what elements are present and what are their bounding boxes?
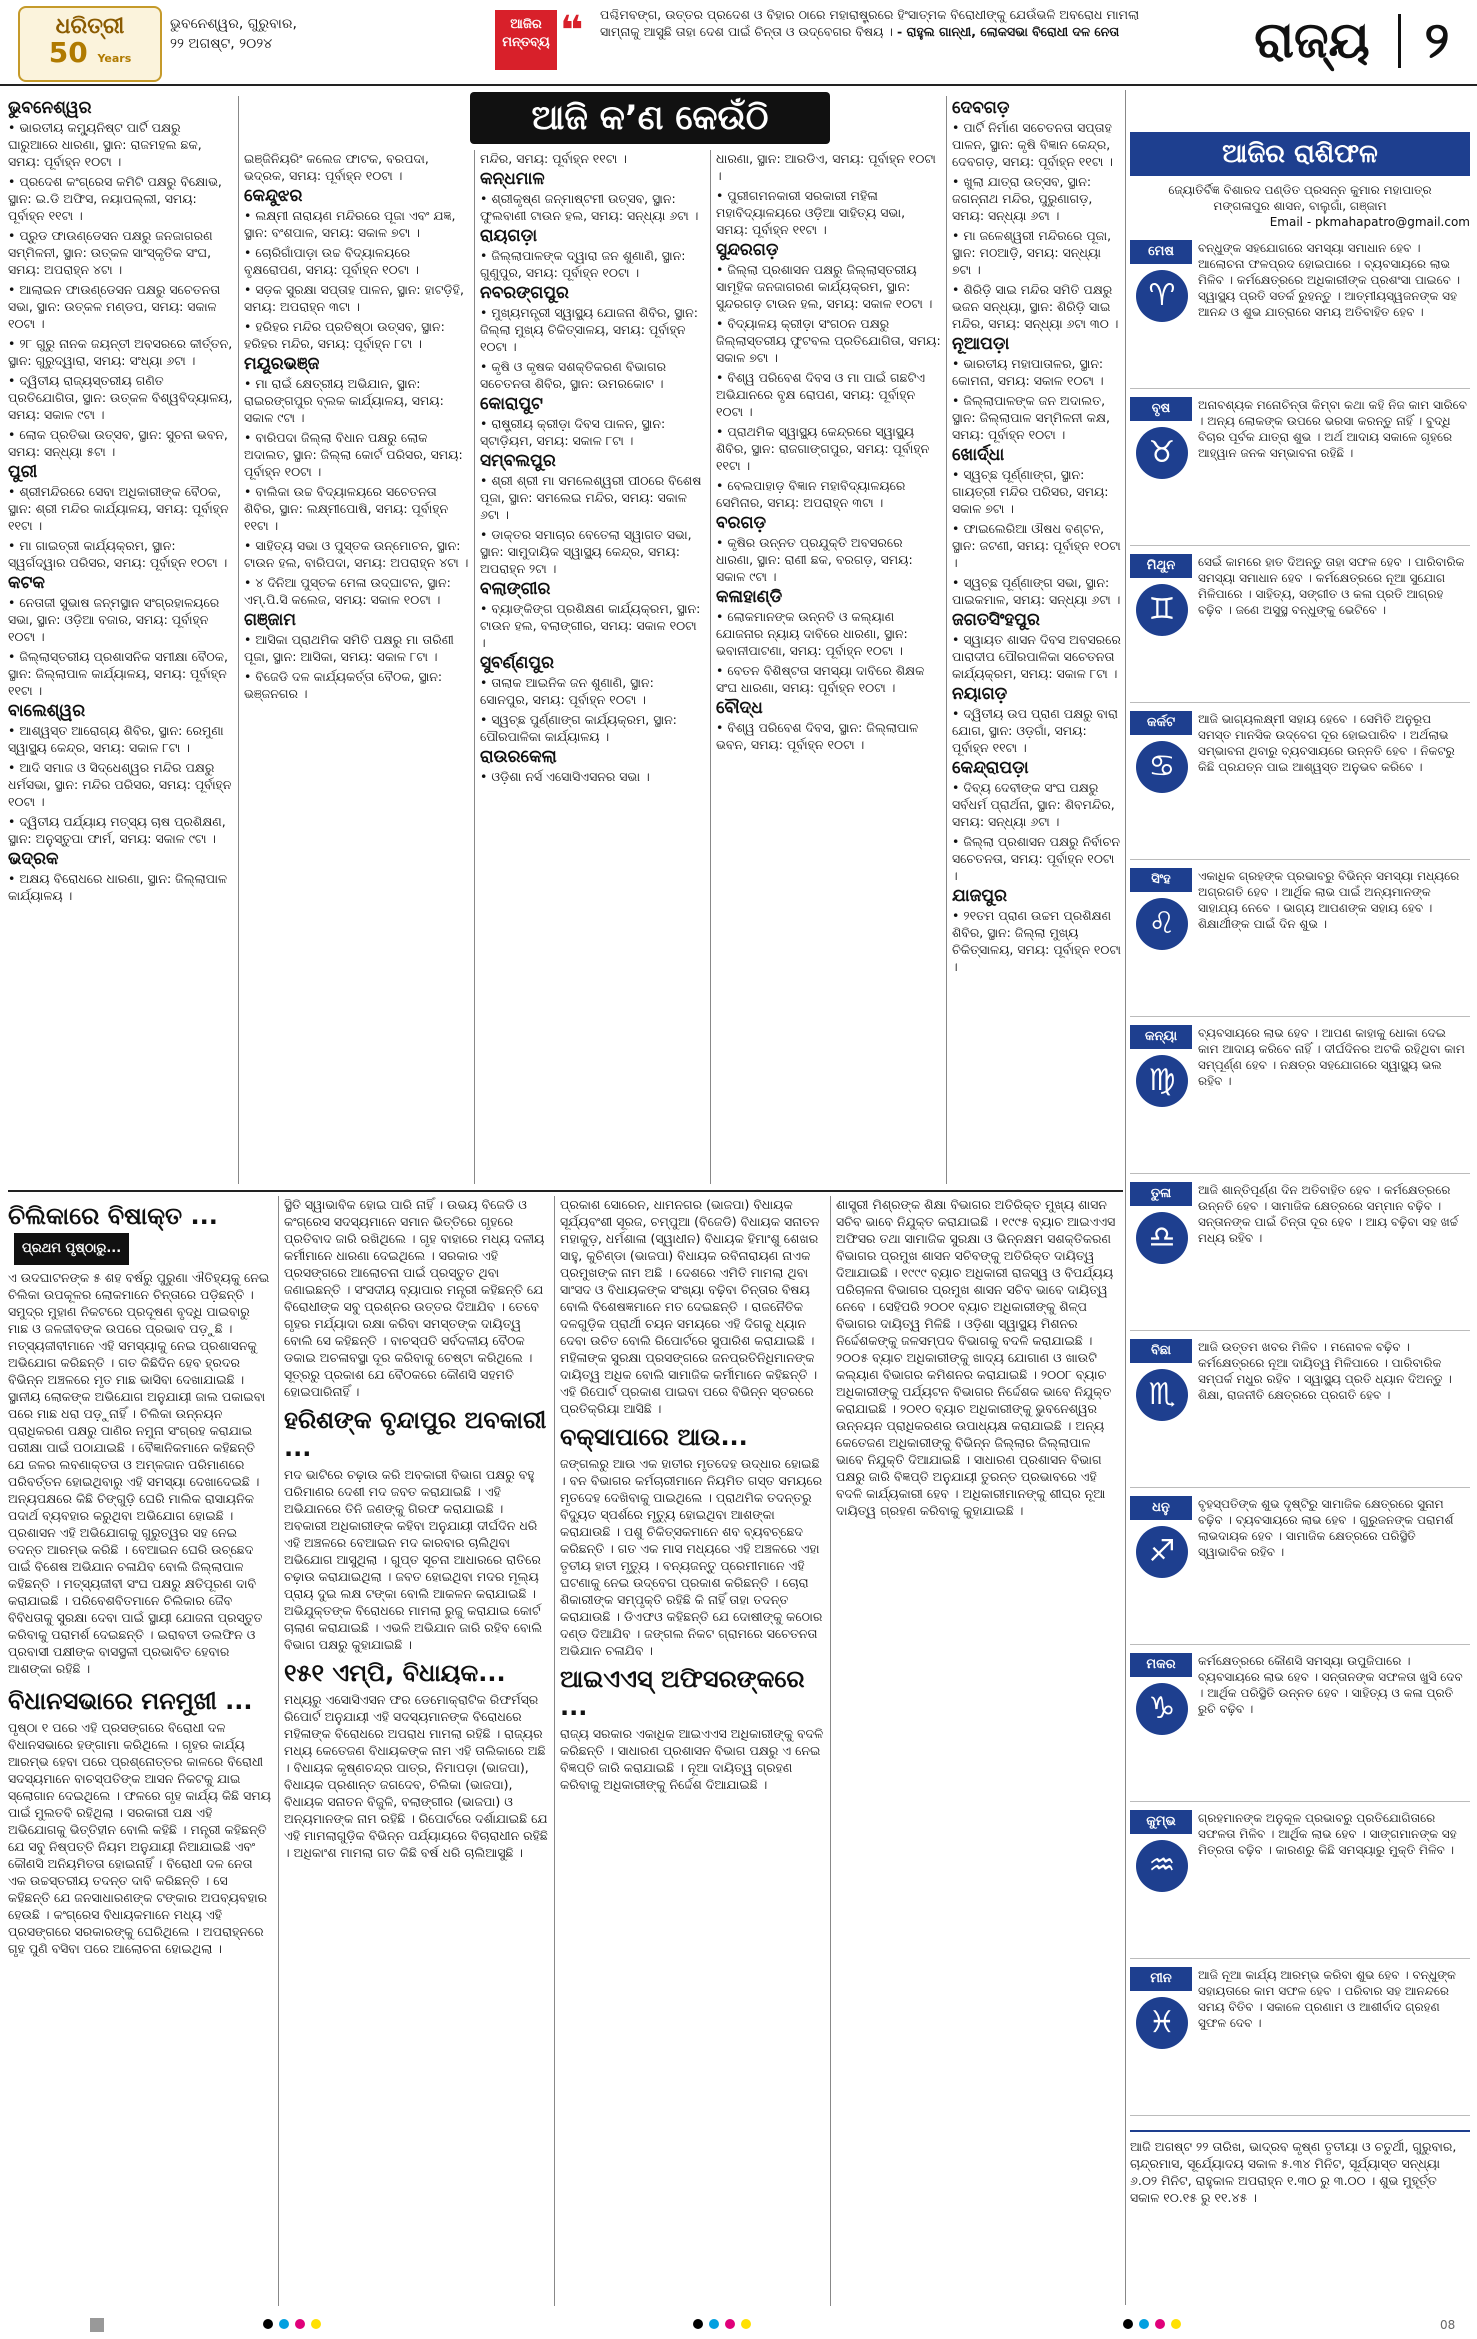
event-item: • ଜିଲ୍ଲା ପ୍ରଶାସନ ପକ୍ଷରୁ ନିର୍ବାଚନ ସଚେତନତା, ସମୟ: ପୂର୍ବାହ୍ନ ୧୦ଟା ।: [952, 834, 1121, 883]
event-item: ଇଞ୍ଜିନିୟରିଂ କଲେଜ ଫାଟକ, ବରପଦା, ଭଦ୍ରକ, ସମୟ: ପୂର୍ବାହ୍ନ ୧୦ଟା ।: [244, 151, 429, 183]
event-item: • ଦ୍ୱିତୀୟ ଉପ ପ୍ରାଣ ପକ୍ଷରୁ ବାରା ଯୋଗ, ସ୍ଥାନ: ଓଡ଼ଗାଁ, ସମୟ: ପୂର୍ବାହ୍ନ ୧୧ଟା ।: [952, 706, 1118, 755]
district-heading: ଭୁବନେଶ୍ୱର: [8, 98, 92, 118]
zodiac-sign: [1130, 1182, 1470, 1331]
district-heading: ବଲାଙ୍ଗୀର: [480, 579, 551, 599]
event-item: • ଆଲାଇନ ଫାଉଣ୍ଡେସନ ପକ୍ଷରୁ ସଚେତନତା ସଭା, ସ୍ଥାନ: ଉତ୍କଳ ମଣ୍ଡପ, ସମୟ: ସକାଳ ୧୦ଟା ।: [8, 282, 221, 331]
zodiac-sign: [1130, 1967, 1470, 2116]
column-divider: [710, 150, 711, 1184]
zodiac-name: କନ୍ୟା: [1130, 1025, 1192, 1049]
event-item: • ଜିଲ୍ଲା ପ୍ରଶାସନ ପକ୍ଷରୁ ଜିଲ୍ଲାସ୍ତରୀୟ ସାମୂହିକ ଜନଜାଗରଣ କାର୍ଯ୍ୟକ୍ରମ, ସ୍ଥାନ: ସୁନ୍ଦରଗଡ଼ ଟାଉନ ହଲ, ସମୟ: ସକାଳ ୧୦ଟା ।: [716, 262, 933, 311]
column-divider: [946, 96, 947, 1184]
zodiac-name: ତୁଳା: [1130, 1182, 1192, 1206]
article-ias: [836, 1196, 1121, 2306]
event-item: • ଭାରତୀୟ ମହାପାତାଳର, ସ୍ଥାନ: କୋମନା, ସମୟ: ସକାଳ ୧୦ଟା ।: [952, 356, 1104, 388]
event-item: • ଲୋକ ପ୍ରତିଭା ଉତ୍ସବ, ସ୍ଥାନ: ସୁଚନା ଭବନ, ସମୟ: ସନ୍ଧ୍ୟା ୫ଟା ।: [8, 427, 228, 459]
event-item: • ସାହିତ୍ୟ ସଭା ଓ ପୁସ୍ତକ ଉନ୍ମୋଚନ, ସ୍ଥାନ: ଟାଉନ ହଲ, ବାରିପଦା, ସମୟ: ଅପରାହ୍ନ ୪ଟା ।: [244, 538, 469, 570]
page-code: 08: [1440, 2318, 1456, 2332]
event-item: • ପ୍ରଦେଶ କଂଗ୍ରେସ କମିଟି ପକ୍ଷରୁ ବିକ୍ଷୋଭ, ସ୍ଥାନ: ଇ.ଡି ଅଫିସ, ନୟାପଲ୍ଲୀ, ସମୟ: ପୂର୍ବାହ୍ନ ୧୧ଟା ।: [8, 174, 222, 223]
article-mp-mla: [560, 1196, 825, 2306]
zodiac-prediction: କର୍ମକ୍ଷେତ୍ରରେ କୌଣସି ସମସ୍ୟା ଉପୁଜିପାରେ । ବ୍ୟବସାୟରେ ଲାଭ ହେବ । ସନ୍ତାନଙ୍କ ସଫଳତା ଖୁସି ଦେବ । ଆର୍ଥିକ ପରିସ୍ଥିତି ଉନ୍ନତ ହେବ । ସାହିତ୍ୟ ଓ କଳା ପ୍ରତି ରୁଚି ବଢ଼ିବ ।: [1198, 1654, 1463, 1716]
quote-text: ପଶ୍ଚିମବଙ୍ଗ, ଉତ୍ତର ପ୍ରଦେଶ ଓ ବିହାର ଠାରେ ମହାରାଷ୍ଟ୍ରରେ ହିଂସାତ୍ମକ ବିରୋଧୀଙ୍କୁ ଯେଉଁଭଳି ଅବରୋଧ ମାମଲା ସାମ୍ନାକୁ ଆସୁଛି ତାହା ଦେଶ ପାଇଁ ଚିନ୍ତା ଓ ଉଦ୍ବେଗର ବିଷୟ ।: [600, 7, 1140, 39]
event-item: • ପ୍ରାଥମିକ ସ୍ୱାସ୍ଥ୍ୟ କେନ୍ଦ୍ରରେ ସ୍ୱାସ୍ଥ୍ୟ ଶିବିର, ସ୍ଥାନ: ରାଜଗାଙ୍ଗପୁର, ସମୟ: ପୂର୍ବାହ୍ନ ୧୧ଟା ।: [716, 424, 930, 473]
zodiac-name: କର୍କଟ: [1130, 711, 1192, 735]
event-item: • ସଡ଼କ ସୁରକ୍ଷା ସପ୍ତାହ ପାଳନ, ସ୍ଥାନ: ହାଟଡ଼ିହି, ସମୟ: ଅପରାହ୍ନ ୩ଟା ।: [244, 282, 464, 314]
district-heading: ବରଗଡ଼: [716, 513, 767, 533]
district-heading: ସୁନ୍ଦରଗଡ଼: [716, 240, 779, 260]
date: ୨୨ ଅଗଷ୍ଟ, ୨୦୨୪: [170, 36, 273, 52]
zodiac-prediction: ବନ୍ଧୁଙ୍କ ସହଯୋଗରେ ସମସ୍ୟା ସମାଧାନ ହେବ । ଆଲୋଚନା ଫଳପ୍ରଦ ହୋଇପାରେ । ବ୍ୟବସାୟରେ ଲାଭ ମିଳିବ । କର୍ମକ୍ଷେତ୍ରରେ ଅଧିକାରୀଙ୍କ ପ୍ରଶଂସା ପାଇବେ । ସ୍ୱାସ୍ଥ୍ୟ ପ୍ରତି ସତର୍କ ରୁହନ୍ତୁ । ଆତ୍ମୀୟସ୍ୱଜନଙ୍କ ସହ ଆନନ୍ଦ ଓ ଶୁଭ ଯାତ୍ରାରେ ସମୟ ଅତିବାହିତ ହେବ ।: [1198, 241, 1461, 319]
event-item: • ଆସିକା ପ୍ରାଥମିକ ସମିତି ପକ୍ଷରୁ ମା ତାରିଣୀ ପୂଜା, ସ୍ଥାନ: ଆସିକା, ସମୟ: ସକାଳ ୮ଟା ।: [244, 632, 454, 664]
event-item: • ମା ରାଇଁ କ୍ଷେତ୍ରୀୟ ଅଭିଯାନ, ସ୍ଥାନ: ରାଇରଙ୍ଗପୁର ବ୍ଲକ କାର୍ଯ୍ୟାଳୟ, ସମୟ: ସକାଳ ୯ଟା ।: [244, 376, 444, 425]
events-column-1: [8, 96, 233, 1184]
article-body: ଶାସ୍ତ୍ରୀ ମିଶ୍ରଙ୍କ ଶିକ୍ଷା ବିଭାଗର ଅତିରିକ୍ତ ମୁଖ୍ୟ ଶାସନ ସଚିବ ଭାବେ ନିଯୁକ୍ତ କରାଯାଇଛି । ୧୯୯୫ ବ୍ୟାଚ ଆଇଏଏସ ଅଫିସର ତଥା ସାମାଜିକ ସୁରକ୍ଷା ଓ ଭିନ୍ନକ୍ଷମ ସଶକ୍ତିକରଣ ବିଭାଗର ପ୍ରମୁଖ ଶାସନ ସଚିବଙ୍କୁ ଅତିରିକ୍ତ ଦାୟିତ୍ୱ ଦିଆଯାଇଛି । ୧୯୯୯ ବ୍ୟାଚ ଅଧିକାରୀ ରାଜସ୍ୱ ଓ ବିପର୍ଯ୍ୟୟ ପରିଚାଳନା ବିଭାଗର ପ୍ରମୁଖ ଶାସନ ସଚିବ ଭାବେ ଦାୟିତ୍ୱ ନେବେ । ସେହିପରି ୨୦୦୧ ବ୍ୟାଚ ଅଧିକାରୀଙ୍କୁ ଶିଳ୍ପ ବିଭାଗର ଦାୟିତ୍ୱ ମିଳିଛି । ଓଡ଼ିଶା ସ୍ୱାସ୍ଥ୍ୟ ମିଶନର ନିର୍ଦ୍ଦେଶକଙ୍କୁ ଜଳସମ୍ପଦ ବିଭାଗକୁ ବଦଳି କରାଯାଇଛି । ୨୦୦୫ ବ୍ୟାଚ ଅଧିକାରୀଙ୍କୁ ଖାଦ୍ୟ ଯୋଗାଣ ଓ ଖାଉଟି କଲ୍ୟାଣ ବିଭାଗର କମିଶନର କରାଯାଇଛି । ୨୦୦୮ ବ୍ୟାଚ ଅଧିକାରୀଙ୍କୁ ପର୍ଯ୍ୟଟନ ବିଭାଗର ନିର୍ଦ୍ଦେଶକ ଭାବେ ନିଯୁକ୍ତ କରାଯାଇଛି । ୨୦୧୦ ବ୍ୟାଚ ଅଧିକାରୀଙ୍କୁ ଭୁବନେଶ୍ୱର ଉନ୍ନୟନ ପ୍ରାଧିକରଣର ଉପାଧ୍ୟକ୍ଷ କରାଯାଇଛି । ଅନ୍ୟ କେତେଜଣ ଅଧିକାରୀଙ୍କୁ ବିଭିନ୍ନ ଜିଲ୍ଲାର ଜିଲ୍ଲାପାଳ ଭାବେ ନିଯୁକ୍ତି ଦିଆଯାଇଛି । ସାଧାରଣ ପ୍ରଶାସନ ବିଭାଗ ପକ୍ଷରୁ ଜାରି ବିଜ୍ଞପ୍ତି ଅନୁଯାୟୀ ତୁରନ୍ତ ପ୍ରଭାବରେ ଏହି ବଦଳି କାର୍ଯ୍ୟକାରୀ ହେବ । ଅଧିକାରୀମାନଙ୍କୁ ଶୀଘ୍ର ନୂଆ ଦାୟିତ୍ୱ ଗ୍ରହଣ କରିବାକୁ କୁହାଯାଇଛି ।: [836, 1197, 1116, 1518]
newspaper-logo: [18, 6, 162, 82]
zodiac-prediction: ଗ୍ରହମାନଙ୍କ ଅନୁକୂଳ ପ୍ରଭାବରୁ ପ୍ରତିଯୋଗିତାରେ ସଫଳତା ମିଳିବ । ଆର୍ଥିକ ଲାଭ ହେବ । ସାଙ୍ଗମାନଙ୍କ ସହ ମିତ୍ରତା ବଢ଼ିବ । କାରଣରୁ କିଛି ସମସ୍ୟାରୁ ମୁକ୍ତି ମିଳିବ ।: [1198, 1811, 1457, 1857]
event-item: • କୃଷି ଓ କୃଷକ ସଶକ୍ତିକରଣ ବିଭାଗର ସଚେତନତା ଶିବିର, ସ୍ଥାନ: ଉମରକୋଟ ।: [480, 359, 667, 391]
event-item: • ମା ଗାଇତ୍ରୀ କାର୍ଯ୍ୟକ୍ରମ, ସ୍ଥାନ: ସ୍ୱର୍ଗଦ୍ୱାର ପରିସର, ସମୟ: ପୂର୍ବାହ୍ନ ୧୦ଟା ।: [8, 538, 228, 570]
event-item: • ଶ୍ରୀକୃଷ୍ଣ ଜନ୍ମାଷ୍ଟମୀ ଉତ୍ସବ, ସ୍ଥାନ: ଫୁଲବାଣୀ ଟାଉନ ହଲ, ସମୟ: ସନ୍ଧ୍ୟା ୬ଟା ।: [480, 191, 699, 223]
article-title: ଆଇଏଏସ୍ ଅଫିସରଙ୍କରେ ...: [560, 1665, 805, 1721]
zodiac-1-icon: ♈: [1136, 270, 1188, 322]
logo-title: ଧରିତ୍ରୀ: [55, 14, 125, 39]
event-item: • ଦ୍ୱିତୀୟ ରାଜ୍ୟସ୍ତରୀୟ ଗଣିତ ପ୍ରତିଯୋଗିତା, ସ୍ଥାନ: ଉତ୍କଳ ବିଶ୍ୱବିଦ୍ୟାଳୟ, ସମୟ: ସକାଳ ୯ଟା ।: [8, 373, 233, 422]
article-body: ଏ ଉଦଘାଟନଙ୍କ ୫ ଶହ ବର୍ଷରୁ ପୁରୁଣା ଐତିହ୍ୟକୁ ନେଇ ଚିଲିକା ଉପକୂଳର ଲୋକମାନେ ଚିନ୍ତାରେ ପଡ଼ିଛନ୍ତି । ସମୁଦ୍ର ମୁହାଣ ନିକଟରେ ପ୍ରଦୂଷଣ ବୃଦ୍ଧି ପାଇବାରୁ ମାଛ ଓ ଜଳଜୀବଙ୍କ ଉପରେ ପ୍ରଭାବ ପଡ଼ୁଛି । ମତ୍ସ୍ୟଜୀବୀମାନେ ଏହି ସମସ୍ୟାକୁ ନେଇ ପ୍ରଶାସନକୁ ଅଭିଯୋଗ କରିଛନ୍ତି । ଗତ କିଛିଦିନ ହେବ ହ୍ରଦର ବିଭିନ୍ନ ଅଞ୍ଚଳରେ ମୃତ ମାଛ ଭାସିବା ଦେଖାଯାଇଛି । ସ୍ଥାନୀୟ ଲୋକଙ୍କ ଅଭିଯୋଗ ଅନୁଯାୟୀ ଜାଲ ପକାଇବା ପରେ ମାଛ ଧରା ପଡ଼ୁନାହିଁ । ଚିଲିକା ଉନ୍ନୟନ ପ୍ରାଧିକରଣ ପକ୍ଷରୁ ପାଣିର ନମୁନା ସଂଗ୍ରହ କରାଯାଇ ପରୀକ୍ଷା ପାଇଁ ପଠାଯାଇଛି । ବୈଜ୍ଞାନିକମାନେ କହିଛନ୍ତି ଯେ ଜଳର ଲବଣାକ୍ତତା ଓ ଅମ୍ଳଜାନ ପରିମାଣରେ ପରିବର୍ତ୍ତନ ହୋଇଥିବାରୁ ଏହି ସମସ୍ୟା ଦେଖାଦେଇଛି । ଅନ୍ୟପକ୍ଷରେ କିଛି ଚିଙ୍ଗୁଡ଼ି ଘେରି ମାଲିକ ରାସାୟନିକ ପଦାର୍ଥ ବ୍ୟବହାର କରୁଥିବା ଅଭିଯୋଗ ହୋଇଛି । ପ୍ରଶାସନ ଏହି ଅଭିଯୋଗକୁ ଗୁରୁତ୍ୱର ସହ ନେଇ ତଦନ୍ତ ଆରମ୍ଭ କରିଛି । ବେଆଇନ ଘେରି ଉଚ୍ଛେଦ ପାଇଁ ବିଶେଷ ଅଭିଯାନ ଚଳାଯିବ ବୋଲି ଜିଲ୍ଲାପାଳ କହିଛନ୍ତି । ମତ୍ସ୍ୟଜୀବୀ ସଂଘ ପକ୍ଷରୁ କ୍ଷତିପୂରଣ ଦାବି କରାଯାଇଛି । ପରିବେଶବିତମାନେ ଚିଲିକାର ଜୈବ ବିବିଧତାକୁ ସୁରକ୍ଷା ଦେବା ପାଇଁ ସ୍ଥାୟୀ ଯୋଜନା ପ୍ରସ୍ତୁତ କରିବାକୁ ପରାମର୍ଶ ଦେଇଛନ୍ତି । ଇରାବତୀ ଡଲଫିନ ଓ ପ୍ରବାସୀ ପକ୍ଷୀଙ୍କ ବାସସ୍ଥଳୀ ପ୍ରଭାବିତ ହେବାର ଆଶଙ୍କା ରହିଛି ।: [8, 1270, 270, 1676]
district-heading: ରାୟଗଡ଼ା: [480, 226, 538, 246]
events-column-4: [716, 150, 941, 1184]
event-item: • ତାଲାକ ଆଇନିକ ଜନ ଶୁଣାଣି, ସ୍ଥାନ: ସୋନପୁର, ସମୟ: ପୂର୍ବାହ୍ନ ୧୦ଟା ।: [480, 675, 654, 707]
event-item: ଧାରଣା, ସ୍ଥାନ: ଆରଡିଏ, ସମୟ: ପୂର୍ବାହ୍ନ ୧୦ଟା ।: [716, 151, 936, 183]
event-item: • ମା ଜଳେଶ୍ୱରୀ ମନ୍ଦିରରେ ପୂଜା, ସ୍ଥାନ: ମଠଆଡ଼ି, ସମୟ: ସନ୍ଧ୍ୟା ୭ଟା ।: [952, 228, 1112, 277]
author-address: ମଙ୍ଗଳାପୁର ଶାସନ, ବାଲୁଗାଁ, ଗଞ୍ଜାମ: [1213, 199, 1387, 213]
zodiac-prediction: ଆଜି ଭାଗ୍ୟଲକ୍ଷ୍ମୀ ସହାୟ ହେବେ । ସେମିତି ଅନୁରୂପ ସମସ୍ତ ମାନସିକ ଉଦ୍ବେଗ ଦୂର ହୋଇପାରିବ । ଅର୍ଥଲାଭ ସମ୍ଭାବନା ଥିବାରୁ ବ୍ୟବସାୟରେ ଉନ୍ନତି ହେବ । ନିକଟରୁ କିଛି ପ୍ରଯତ୍ନ ପାଇ ଆଶ୍ୱସ୍ତ ଅନୁଭବ କରିବେ ।: [1198, 712, 1455, 774]
event-item: • ନେତାଜୀ ସୁଭାଷ ଜନ୍ମସ୍ଥାନ ସଂଗ୍ରହାଳୟରେ ସଭା, ସ୍ଥାନ: ଓଡ଼ିଆ ବଜାର, ସମୟ: ପୂର୍ବାହ୍ନ ୧୦ଟା ।: [8, 595, 220, 644]
event-item: • ସ୍ୱଚ୍ଛ ପୁର୍ଣ୍ଣାଙ୍ଗ କାର୍ଯ୍ୟକ୍ରମ, ସ୍ଥାନ: ପୌରପାଳିକା କାର୍ଯ୍ୟାଳୟ ।: [480, 712, 677, 744]
zodiac-sign: [1130, 1496, 1470, 1645]
zodiac-12-icon: ♓: [1136, 1997, 1188, 2049]
zodiac-name: ବୃଷ: [1130, 397, 1192, 421]
events-column-5: [952, 96, 1122, 1184]
event-item: • ଶ୍ରୀମନ୍ଦିରରେ ସେବା ଅଧିକାରୀଙ୍କ ବୈଠକ, ସ୍ଥାନ: ଶ୍ରୀ ମନ୍ଦିର କାର୍ଯ୍ୟାଳୟ, ସମୟ: ପୂର୍ବାହ୍ନ ୧୧ଟା ।: [8, 484, 229, 533]
zodiac-6-icon: ♍: [1136, 1055, 1188, 1107]
zodiac-3-icon: ♊: [1136, 584, 1188, 636]
zodiac-prediction: ବ୍ୟବସାୟରେ ଲାଭ ହେବ । ଆପଣ କାହାକୁ ଧୋକା ଦେଇ କାମ ଆଦାୟ କରିବେ ନାହିଁ । ଦୀର୍ଘଦିନର ଅଟକି ରହିଥିବା କାମ ସମ୍ପୂର୍ଣ୍ଣ ହେବ । ନକ୍ଷତ୍ର ସହଯୋଗରେ ସ୍ୱାସ୍ଥ୍ୟ ଭଲ ରହିବ ।: [1198, 1026, 1465, 1088]
event-item: • ବାରିପଦା ଜିଲ୍ଲା ବିଧାନ ପକ୍ଷରୁ ଲୋକ ଅଦାଲତ, ସ୍ଥାନ: ଜିଲ୍ଲା କୋର୍ଟ ପରିସର, ସମୟ: ପୂର୍ବାହ୍ନ ୧୦ଟା ।: [244, 430, 463, 479]
event-item: • ୨୧ତମ ପ୍ରାଣ ଉଚ୍ଚମ ପ୍ରଶିକ୍ଷଣ ଶିବିର, ସ୍ଥାନ: ଜିଲ୍ଲା ମୁଖ୍ୟ ଚିକିତ୍ସାଳୟ, ସମୟ: ପୂର୍ବାହ୍ନ ୧୦ଟା ।: [952, 908, 1121, 974]
district-heading: କଟକ: [8, 573, 45, 593]
event-item: • ପାର୍ଟି ନିର୍ମାଣ ସଚେତନତା ସପ୍ତାହ ପାଳନ, ସ୍ଥାନ: କୃଷି ବିଜ୍ଞାନ କେନ୍ଦ୍ର, ଦେବଗଡ଼, ସମୟ: ପୂର୍ବାହ୍ନ ୧୧ଟା ।: [952, 120, 1113, 169]
event-item: • ହରିହର ମନ୍ଦିର ପ୍ରତିଷ୍ଠା ଉତ୍ସବ, ସ୍ଥାନ: ହରିହର ମନ୍ଦିର, ସମୟ: ପୂର୍ବାହ୍ନ ୮ଟା ।: [244, 319, 445, 351]
masthead: [0, 0, 1477, 86]
article-body: ମଧ୍ୟରୁ ଏସୋସିଏସନ ଫର ଡେମୋକ୍ରାଟିକ ରିଫର୍ମସ୍‌ର ରିପୋର୍ଟ ଅନୁଯାୟୀ ଏହି ସଦସ୍ୟମାନଙ୍କ ବିରୋଧରେ ମହିଳାଙ୍କ ବିରୋଧରେ ଅପରାଧ ମାମଲା ରହିଛି । ରାଜ୍ୟର ମଧ୍ୟ କେତେଜଣ ବିଧାୟକଙ୍କ ନାମ ଏହି ତାଲିକାରେ ଅଛି । ବିଧାୟକ କୃଷ୍ଣଚନ୍ଦ୍ର ପାତ୍ର, ନିମାପଡ଼ା (ଭାଜପା), ବିଧାୟକ ପ୍ରଶାନ୍ତ ଜଗଦେବ, ଚିଲିକା (ଭାଜପା), ବିଧାୟକ ସନାତନ ବିଜୁଳି, ବଲାଙ୍ଗୀର (ଭାଜପା) ଓ ଅନ୍ୟମାନଙ୍କ ନାମ ରହିଛି । ରିପୋର୍ଟରେ ଦର୍ଶାଯାଇଛି ଯେ ଏହି ମାମଲାଗୁଡ଼ିକ ବିଭିନ୍ନ ପର୍ଯ୍ୟାୟରେ ବିଚାରାଧୀନ ରହିଛି । ଅଧିକାଂଶ ମାମଲା ଗତ କିଛି ବର୍ଷ ଧରି ଚାଲିଆସୁଛି ।: [284, 1692, 548, 1860]
event-item: • ଜିଲ୍ଲାପାଳଙ୍କ ଦ୍ୱାରା ଜନ ଶୁଣାଣି, ସ୍ଥାନ: ଗୁଣୁପୁର, ସମୟ: ପୂର୍ବାହ୍ନ ୧୦ଟା ।: [480, 248, 686, 280]
event-item: • ଦ୍ୱିତୀୟ ପର୍ଯ୍ୟାୟ ମତ୍ସ୍ୟ ଚାଷ ପ୍ରଶିକ୍ଷଣ, ସ୍ଥାନ: ଅନୁସ୍ତୁପା ଫାର୍ମ, ସମୟ: ସକାଳ ୯ଟା ।: [8, 814, 226, 846]
zodiac-name: ମୀନ: [1130, 1967, 1192, 1991]
section-name: ରାଜ୍ୟ: [1254, 11, 1370, 69]
events-column-3: [480, 150, 705, 1184]
zodiac-sign: [1130, 1025, 1470, 1174]
event-item: • କୃଷିର ଉନ୍ନତ ପ୍ରଯୁକ୍ତି ଅବସରରେ ଧାରଣା, ସ୍ଥାନ: ରାଣୀ ଛକ, ବରଗଡ଼, ସମୟ: ସକାଳ ୯ଟା ।: [716, 535, 913, 584]
district-heading: ଭଦ୍ରକ: [8, 849, 59, 869]
zodiac-prediction: ଅନାବଶ୍ୟକ ମନୋଚିନ୍ତା କିମ୍ବା କଥା କହି ନିଜ କାମ ସାରିବେ । ଅନ୍ୟ ଲୋକଙ୍କ ଉପରେ ଭରସା କରନ୍ତୁ ନାହିଁ । ବୁଦ୍ଧି ବିଚାର ପୂର୍ବକ ଯାତ୍ରା ଶୁଭ । ଅର୍ଥ ଆଦାୟ ସକାଳେ ଗୃହରେ ଆହ୍ୱାନ ଜନକ ସମ୍ଭାବନା ରହିଛି ।: [1198, 398, 1467, 460]
dateline: [170, 14, 410, 54]
zodiac-prediction: ଆଜି ଉତ୍ତମ ଖବର ମିଳିବ । ମନୋବଳ ବଢ଼ିବ । କର୍ମକ୍ଷେତ୍ରରେ ନୂଆ ଦାୟିତ୍ୱ ମିଳିପାରେ । ପାରିବାରିକ ସମ୍ପର୍କ ମଧୁର ରହିବ । ସ୍ୱାସ୍ଥ୍ୟ ପ୍ରତି ଧ୍ୟାନ ଦିଅନ୍ତୁ । ଶିକ୍ଷା, ରାଜନୀତି କ୍ଷେତ୍ରରେ ପ୍ରଗତି ହେବ ।: [1198, 1340, 1452, 1402]
zodiac-9-icon: ♐: [1136, 1526, 1188, 1578]
district-heading: ନୟାଗଡ଼: [952, 684, 1008, 704]
event-item: • ଫାଇଲେରିଆ ଔଷଧ ବଣ୍ଟନ, ସ୍ଥାନ: ଜଟଣୀ, ସମୟ: ପୂର୍ବାହ୍ନ ୧୦ଟା ।: [952, 521, 1121, 570]
event-item: • ବାଲିକା ଉଚ୍ଚ ବିଦ୍ୟାଳୟରେ ସଚେତନତା ଶିବିର, ସ୍ଥାନ: ଲକ୍ଷ୍ମୀପୋଷି, ସମୟ: ପୂର୍ବାହ୍ନ ୧୧ଟା ।: [244, 484, 449, 533]
district-heading: ନୂଆପଡ଼ା: [952, 334, 1010, 354]
zodiac-sign: [1130, 1653, 1470, 1802]
zodiac-10-icon: ♑: [1136, 1683, 1188, 1735]
district-heading: ସମ୍ବଲପୁର: [480, 451, 556, 471]
event-item: ମନ୍ଦିର, ସମୟ: ପୂର୍ବାହ୍ନ ୧୧ଟା ।: [480, 151, 627, 166]
event-item: • ବେତନ ବିଶିଷ୍ଟତା ସମସ୍ୟା ଦାବିରେ ଶିକ୍ଷକ ସଂଘ ଧାରଣା, ସମୟ: ପୂର୍ବାହ୍ନ ୧୦ଟା ।: [716, 663, 925, 695]
event-item: • ବିଜେଡି ଦଳ କାର୍ଯ୍ୟକର୍ତ୍ତା ବୈଠକ, ସ୍ଥାନ: ଭଞ୍ଜନଗର ।: [244, 669, 443, 701]
continued-tag: ପ୍ରଥମ ପୃଷ୍ଠାରୁ...: [14, 1233, 129, 1265]
event-item: • ଓଡ଼ିଶା ନର୍ସ ଏସୋସିଏସନର ସଭା ।: [480, 769, 650, 784]
article-title: ହରିଶଙ୍କ ବୃନ୍ଦାପୁର ଅବକାରୀ ...: [284, 1406, 547, 1462]
zodiac-name: ମିଥୁନ: [1130, 554, 1192, 578]
event-item: • ଭାରତୀୟ କମ୍ୟୁନିଷ୍ଟ ପାର୍ଟି ପକ୍ଷରୁ ଘାରୁଆରେ ଧାରଣା, ସ୍ଥାନ: ରାଜମହଲ ଛକ, ସମୟ: ପୂର୍ବାହ୍ନ ୧୦ଟା ।: [8, 120, 202, 169]
zodiac-sign: [1130, 554, 1470, 703]
zodiac-name: ମେଷ: [1130, 240, 1192, 264]
zodiac-4-icon: ♋: [1136, 741, 1188, 793]
zodiac-name: କୁମ୍ଭ: [1130, 1810, 1192, 1834]
city-day: ଭୁବନେଶ୍ୱର, ଗୁରୁବାର,: [170, 16, 297, 32]
event-item: • ୨୮ ଗୁରୁ ନାନକ ଜୟନ୍ତୀ ଅବସରରେ କୀର୍ତ୍ତନ, ସ୍ଥାନ: ଗୁରୁଦ୍ୱାରା, ସମୟ: ସଂଧ୍ୟା ୬ଟା ।: [8, 336, 233, 368]
color-bar: [690, 2318, 754, 2332]
logo-years: 50: [48, 36, 88, 69]
event-item: • ଲକ୍ଷ୍ମୀ ନାରାୟଣ ମନ୍ଦିରରେ ପୂଜା ଏବଂ ଯଜ୍ଞ, ସ୍ଥାନ: ବଂଶପାଳ, ସମୟ: ସକାଳ ୭ଟା ।: [244, 208, 456, 240]
event-item: • ବିଦ୍ୟାଳୟ କ୍ରୀଡ଼ା ସଂଗଠନ ପକ୍ଷରୁ ଜିଲ୍ଲାସ୍ତରୀୟ ଫୁଟବଲ ପ୍ରତିଯୋଗିତା, ସମୟ: ସକାଳ ୭ଟା ।: [716, 316, 941, 365]
zodiac-prediction: ଆଜି ନୂଆ କାର୍ଯ୍ୟ ଆରମ୍ଭ କରିବା ଶୁଭ ହେବ । ବନ୍ଧୁଙ୍କ ସହାୟତାରେ କାମ ସଫଳ ହେବ । ପରିବାର ସହ ଆନନ୍ଦରେ ସମୟ ବିତିବ । ସକାଳେ ପ୍ରଣାମ ଓ ଆଶୀର୍ବାଦ ଗ୍ରହଣ ସୁଫଳ ଦେବ ।: [1198, 1968, 1456, 2030]
district-heading: କନ୍ଧମାଳ: [480, 169, 545, 189]
event-item: • ବିଶ୍ୱ ପରିବେଶ ଦିବସ ଓ ମା ପାଇଁ ଗଛଟିଏ ଅଭିଯାନରେ ବୃକ୍ଷ ରୋପଣ, ସମୟ: ପୂର୍ବାହ୍ନ ୧୦ଟା ।: [716, 370, 926, 419]
top-quote: [600, 6, 1180, 40]
author-name: ଜ୍ୟୋତିର୍ବିଜ୍ଞ ବିଶାରଦ ପଣ୍ଡିତ ପ୍ରସନ୍ନ କୁମାର ମହାପାତ୍ର: [1168, 183, 1432, 197]
article-body: ଜଙ୍ଗଲରୁ ଆଉ ଏକ ହାତୀର ମୃତଦେହ ଉଦ୍ଧାର ହୋଇଛି । ବନ ବିଭାଗର କର୍ମଚାରୀମାନେ ନିୟମିତ ଗସ୍ତ ସମୟରେ ମୃତଦେହ ଦେଖିବାକୁ ପାଇଥିଲେ । ପ୍ରାଥମିକ ତଦନ୍ତରୁ ବିଦ୍ୟୁତ ସ୍ପର୍ଶରେ ମୃତ୍ୟୁ ହୋଇଥିବା ଆଶଙ୍କା କରାଯାଉଛି । ପଶୁ ଚିକିତ୍ସକମାନେ ଶବ ବ୍ୟବଚ୍ଛେଦ କରିଛନ୍ତି । ଗତ ଏକ ମାସ ମଧ୍ୟରେ ଏହି ଅଞ୍ଚଳରେ ଏହା ତୃତୀୟ ହାତୀ ମୃତ୍ୟୁ । ବନ୍ୟଜନ୍ତୁ ପ୍ରେମୀମାନେ ଏହି ଘଟଣାକୁ ନେଇ ଉଦ୍ବେଗ ପ୍ରକାଶ କରିଛନ୍ତି । ଚୋରା ଶିକାରୀଙ୍କ ସମ୍ପୃକ୍ତି ରହିଛି କି ନାହିଁ ତାହା ତଦନ୍ତ କରାଯାଉଛି । ଡିଏଫଓ କହିଛନ୍ତି ଯେ ଦୋଷୀଙ୍କୁ କଠୋର ଦଣ୍ଡ ଦିଆଯିବ । ଜଙ୍ଗଲ ନିକଟ ଗ୍ରାମରେ ସଚେତନତା ଅଭିଯାନ ଚଳାଯିବ ।: [560, 1456, 823, 1658]
zodiac-sign: [1130, 711, 1470, 860]
event-item: • ଆଦି ସମାଜ ଓ ସିଦ୍ଧେଶ୍ୱର ମନ୍ଦିର ପକ୍ଷରୁ ଧର୍ମସଭା, ସ୍ଥାନ: ମନ୍ଦିର ପରିସର, ସମୟ: ପୂର୍ବାହ୍ନ ୧୦ଟା ।: [8, 760, 232, 809]
article-body: ରାଜ୍ୟ ସରକାର ଏକାଧିକ ଆଇଏଏସ ଅଧିକାରୀଙ୍କୁ ବଦଳି କରିଛନ୍ତି । ସାଧାରଣ ପ୍ରଶାସନ ବିଭାଗ ପକ୍ଷରୁ ଏ ନେଇ ବିଜ୍ଞପ୍ତି ଜାରି କରାଯାଇଛି । ନୂଆ ଦାୟିତ୍ୱ ଗ୍ରହଣ କରିବାକୁ ଅଧିକାରୀଙ୍କୁ ନିର୍ଦ୍ଦେଶ ଦିଆଯାଇଛି ।: [560, 1726, 824, 1792]
zodiac-8-icon: ♏: [1136, 1369, 1188, 1421]
event-item: • ବିଶ୍ୱ ପରିବେଶ ଦିବସ, ସ୍ଥାନ: ଜିଲ୍ଲାପାଳ ଭବନ, ସମୟ: ପୂର୍ବାହ୍ନ ୧୦ଟା ।: [716, 720, 919, 752]
article-title: ୧୫୧ ଏମ୍‌ପି, ବିଧାୟକ...: [284, 1659, 506, 1687]
zodiac-prediction: ବୃହସ୍ପତିଙ୍କ ଶୁଭ ଦୃଷ୍ଟିରୁ ସାମାଜିକ କ୍ଷେତ୍ରରେ ସୁନାମ ବଢ଼ିବ । ବ୍ୟବସାୟରେ ଲାଭ ହେବ । ଗୁରୁଜନଙ୍କ ପରାମର୍ଶ ଲାଭଦାୟକ ହେବ । ସାମାଜିକ କ୍ଷେତ୍ରରେ ପରିସ୍ଥିତି ସ୍ୱାଭାବିକ ରହିବ ।: [1198, 1497, 1454, 1559]
event-item: • ବ୍ୟାଙ୍କିଙ୍ଗ ପ୍ରଶିକ୍ଷଣ କାର୍ଯ୍ୟକ୍ରମ, ସ୍ଥାନ: ଟାଉନ ହଲ, ବଲାଙ୍ଗୀର, ସମୟ: ସକାଳ ୧୦ଟା ।: [480, 601, 701, 650]
zodiac-11-icon: ♒: [1136, 1840, 1188, 1892]
quote-author: - ରାହୁଲ ଗାନ୍ଧୀ, ଲୋକସଭା ବିରୋଧୀ ଦଳ ନେତା: [897, 24, 1120, 39]
article-body: ପ୍ରକାଶ ସୋରେନ, ଧାମନଗର (ଭାଜପା) ବିଧାୟକ ସୂର୍ଯ୍ୟବଂଶୀ ସୂରଜ, ଚମ୍ପୁଆ (ବିଜେଡି) ବିଧାୟକ ସନାତନ ମହାକୁଡ଼, ଧର୍ମଶାଳା (ସ୍ୱାଧୀନ) ବିଧାୟକ ହିମାଂଶୁ ଶେଖର ସାହୁ, କୁଚିଣ୍ଡା (ଭାଜପା) ବିଧାୟକ ରବିନାରାୟଣ ନାଏକ ପ୍ରମୁଖଙ୍କ ନାମ ଅଛି । ଦେଶରେ ଏମିତି ମାମଲା ଥିବା ସାଂସଦ ଓ ବିଧାୟକଙ୍କ ସଂଖ୍ୟା ବଢ଼ିବା ଚିନ୍ତାର ବିଷୟ ବୋଲି ବିଶେଷଜ୍ଞମାନେ ମତ ଦେଇଛନ୍ତି । ରାଜନୈତିକ ଦଳଗୁଡ଼ିକ ପ୍ରାର୍ଥୀ ଚୟନ ସମୟରେ ଏହି ଦିଗକୁ ଧ୍ୟାନ ଦେବା ଉଚିତ ବୋଲି ରିପୋର୍ଟରେ ସୁପାରିଶ କରାଯାଇଛି । ମହିଳାଙ୍କ ସୁରକ୍ଷା ପ୍ରସଙ୍ଗରେ ଜନପ୍ରତିନିଧିମାନଙ୍କ ଦାୟିତ୍ୱ ଅଧିକ ବୋଲି ସାମାଜିକ କର୍ମୀମାନେ କହିଛନ୍ତି । ଏହି ରିପୋର୍ଟ ପ୍ରକାଶ ପାଇବା ପରେ ବିଭିନ୍ନ ସ୍ତରରେ ପ୍ରତିକ୍ରିୟା ଆସିଛି ।: [560, 1197, 820, 1416]
zodiac-sign: [1130, 1810, 1470, 1959]
event-item: • ମୁଖ୍ୟମନ୍ତ୍ରୀ ସ୍ୱାସ୍ଥ୍ୟ ଯୋଜନା ଶିବିର, ସ୍ଥାନ: ଜିଲ୍ଲା ମୁଖ୍ୟ ଚିକିତ୍ସାଳୟ, ସମୟ: ପୂର୍ବାହ୍ନ ୧୦ଟା ।: [480, 305, 698, 354]
events-column-2: [244, 150, 469, 1184]
event-item: • ବେଲପାହାଡ଼ ବିଜ୍ଞାନ ମହାବିଦ୍ୟାଳୟରେ ସେମିନାର, ସମୟ: ଅପରାହ୍ନ ୩ଟା ।: [716, 478, 906, 510]
zodiac-sign: [1130, 1339, 1470, 1488]
ajikah-title: ଆଜି କ’ଣ କେଉଁଠି: [470, 92, 830, 144]
column-divider: [278, 1196, 279, 2306]
zodiac-sign: [1130, 240, 1470, 389]
zodiac-prediction: ଆଜି ଶାନ୍ତିପୂର୍ଣ୍ଣ ଦିନ ଅତିବାହିତ ହେବ । କର୍ମକ୍ଷେତ୍ରରେ ଉନ୍ନତି ହେବ । ସାମାଜିକ କ୍ଷେତ୍ରରେ ସମ୍ମାନ ବଢ଼ିବ । ସନ୍ତାନଙ୍କ ପାଇଁ ଚିନ୍ତା ଦୂର ହେବ । ଆୟ ବଢ଼ିବା ସହ ଖର୍ଚ୍ଚ ମଧ୍ୟ ରହିବ ।: [1198, 1183, 1458, 1245]
district-heading: ଯାଜପୁର: [952, 886, 1007, 906]
column-divider: [830, 1196, 831, 2306]
event-item: • ଜିଲ୍ଲାସ୍ତରୀୟ ପ୍ରଶାସନିକ ସମୀକ୍ଷା ବୈଠକ, ସ୍ଥାନ: ଜିଲ୍ଲାପାଳ କାର୍ଯ୍ୟାଳୟ, ସମୟ: ପୂର୍ବାହ୍ନ ୧୧ଟା ।: [8, 649, 228, 698]
zodiac-prediction: ସେଇଁ କାମରେ ହାତ ଦିଅନ୍ତୁ ତାହା ସଫଳ ହେବ । ପାରିବାରିକ ସମସ୍ୟା ସମାଧାନ ହେବ । କର୍ମକ୍ଷେତ୍ରରେ ନୂଆ ସୁଯୋଗ ମିଳିପାରେ । ସାହିତ୍ୟ, ସଙ୍ଗୀତ ଓ କଳା ପ୍ରତି ଆଗ୍ରହ ବଢ଼ିବ । ଜଣେ ଅସୁସ୍ଥ ବନ୍ଧୁଙ୍କୁ ଭେଟିବେ ।: [1198, 555, 1465, 617]
district-heading: ଜଗତସିଂହପୁର: [952, 610, 1040, 630]
rashiphala-title: ଆଜିର ରାଶିଫଳ: [1130, 132, 1470, 176]
event-item: • ଜିଲ୍ଲାପାଳଙ୍କ ଜନ ଅଦାଲତ, ସ୍ଥାନ: ଜିଲ୍ଲାପାଳ ସମ୍ମିଳନୀ କକ୍ଷ, ସମୟ: ପୂର୍ବାହ୍ନ ୧୦ଟା ।: [952, 393, 1110, 442]
event-item: • ସ୍ୱାୟତ ଶାସନ ଦିବସ ଅବସରରେ ପାରାଦୀପ ପୌରପାଳିକା ସଚେତନତା କାର୍ଯ୍ୟକ୍ରମ, ସମୟ: ସକାଳ ୮ଟା ।: [952, 632, 1121, 681]
district-heading: ଦେବଗଡ଼: [952, 98, 1010, 118]
event-item: • ପ୍ରୁଡ ଫାଉଣ୍ଡେସନ ପକ୍ଷରୁ ଜନଜାଗରଣ ସମ୍ମିଳନୀ, ସ୍ଥାନ: ଉତ୍କଳ ସାଂସ୍କୃତିକ ସଂଘ, ସମୟ: ଅପରାହ୍ନ ୪ଟା ।: [8, 228, 213, 277]
quote-mark-icon: ❝: [560, 8, 584, 54]
zodiac-name: ମକର: [1130, 1653, 1192, 1677]
district-heading: କୋରାପୁଟ: [480, 394, 543, 414]
article-title: ବକ୍ସାପାରେ ଆଉ...: [560, 1423, 748, 1451]
logo-sub: Years: [97, 52, 132, 65]
event-item: • ଖୁଲା ଯାତ୍ରା ଉତ୍ସବ, ସ୍ଥାନ: ଜଗନ୍ନାଥ ମନ୍ଦିର, ପୁରୁଣାଗଡ଼, ସମୟ: ସନ୍ଧ୍ୟା ୬ଟା ।: [952, 174, 1093, 223]
article-chilika: [8, 1196, 273, 2306]
article-body: ସ୍ଥିତି ସ୍ୱାଭାବିକ ହୋଇ ପାରି ନାହିଁ । ଉଭୟ ବିଜେଡି ଓ କଂଗ୍ରେସ ସଦସ୍ୟମାନେ ସମାନ ଭିତ୍ତିରେ ଗୃହରେ ପ୍ରତିବାଦ ଜାରି ରଖିଥିଲେ । ଗୃହ ବାହାରେ ମଧ୍ୟ ଦଳୀୟ କର୍ମୀମାନେ ଧାରଣା ଦେଇଥିଲେ । ସରକାର ଏହି ପ୍ରସଙ୍ଗରେ ଆଲୋଚନା ପାଇଁ ପ୍ରସ୍ତୁତ ଥିବା ଜଣାଇଛନ୍ତି । ସଂସଦୀୟ ବ୍ୟାପାର ମନ୍ତ୍ରୀ କହିଛନ୍ତି ଯେ ବିରୋଧୀଙ୍କ ସବୁ ପ୍ରଶ୍ନର ଉତ୍ତର ଦିଆଯିବ । ତେବେ ଗୃହର ମର୍ଯ୍ୟାଦା ରକ୍ଷା କରିବା ସମସ୍ତଙ୍କ ଦାୟିତ୍ୱ ବୋଲି ସେ କହିଛନ୍ତି । ବାଚସ୍ପତି ସର୍ବଦଳୀୟ ବୈଠକ ଡକାଇ ଅଚଳାବସ୍ଥା ଦୂର କରିବାକୁ ଚେଷ୍ଟା କରିଥିଲେ । ସୂତ୍ରରୁ ପ୍ରକାଶ ଯେ ବୈଠକରେ କୌଣସି ସହମତି ହୋଇପାରିନାହିଁ ।: [284, 1197, 545, 1399]
article-title: ଚିଲିକାରେ ବିଷାକ୍ତ ...: [8, 1202, 218, 1230]
district-heading: ବୌଦ୍ଧ: [716, 698, 763, 718]
district-heading: କେନ୍ଦ୍ରାପଡ଼ା: [952, 758, 1029, 778]
color-bar: [1120, 2318, 1184, 2332]
author-email: Email - pkmahapatro@gmail.com: [1269, 215, 1470, 229]
event-item: • ଚୋରିଗାଁପାଡ଼ା ଉଚ୍ଚ ବିଦ୍ୟାଳୟରେ ବୃକ୍ଷରୋପଣ, ସମୟ: ପୂର୍ବାହ୍ନ ୧୦ଟା ।: [244, 245, 419, 277]
rashiphala-author: [1130, 182, 1470, 230]
district-heading: କଳାହାଣ୍ଡି: [716, 587, 783, 607]
district-heading: ବାଲେଶ୍ୱର: [8, 701, 86, 721]
event-item: • ୪ ଦିନିଆ ପୁସ୍ତକ ମେଳା ଉଦ୍‌ଘାଟନ, ସ୍ଥାନ: ଏମ୍.ପି.ସି କଲେଜ, ସମୟ: ସକାଳ ୧୦ଟା ।: [244, 575, 451, 607]
panjika: ଆଜି ଅଗଷ୍ଟ ୨୨ ତାରିଖ, ଭାଦ୍ରବ କୃଷ୍ଣ ତୃତୀୟା ଓ ଚତୁର୍ଥୀ, ଗୁରୁବାର, ଚାନ୍ଦ୍ରମାସ, ସୂର୍ଯ୍ୟୋଦୟ ସକାଳ ୫.୩୪ ମିନିଟ, ସୂର୍ଯ୍ୟାସ୍ତ ସନ୍ଧ୍ୟା ୬.୦୨ ମିନିଟ, ରାହୁକାଳ ଅପରାହ୍ନ ୧.୩୦ ରୁ ୩.୦୦ । ଶୁଭ ମୁହୂର୍ତ୍ତ ସକାଳ ୧୦.୧୫ ରୁ ୧୧.୪୫ ।: [1130, 2130, 1470, 2206]
column-divider: [1125, 90, 1126, 2305]
zodiac-sign: [1130, 397, 1470, 546]
event-item: • ଶ୍ରୀ ଶ୍ରୀ ମା ସମଲେଶ୍ୱରୀ ପୀଠରେ ବିଶେଷ ପୂଜା, ସ୍ଥାନ: ସମଲେଇ ମନ୍ଦିର, ସମୟ: ସକାଳ ୬ଟା ।: [480, 473, 702, 522]
section-divider: [1398, 14, 1401, 68]
page-number: ୨: [1424, 11, 1450, 69]
ajira-mantabya-logo: ଆଜିର ମନ୍ତବ୍ୟ: [495, 10, 557, 70]
article-continued: [284, 1196, 549, 2306]
event-item: • ଡାକ୍ତର ସମାଚାର ବେତେଲା ସ୍ୱାଗତ ସଭା, ସ୍ଥାନ: ସାମୁଦାୟିକ ସ୍ୱାସ୍ଥ୍ୟ କେନ୍ଦ୍ର, ସମୟ: ଅପରାହ୍ନ ୨ଟା ।: [480, 527, 692, 576]
district-heading: ପୁରୀ: [8, 462, 38, 482]
print-footer: [0, 2312, 1477, 2339]
event-item: • ଲୋକମାନଙ୍କ ଉନ୍ନତି ଓ କଲ୍ୟାଣ ଯୋଜନାର ନ୍ୟାୟ ଦାବିରେ ଧାରଣା, ସ୍ଥାନ: ଭବାନୀପାଟଣା, ସମୟ: ପୂର୍ବାହ୍ନ ୧୦ଟା ।: [716, 609, 908, 658]
zodiac-7-icon: ♎: [1136, 1212, 1188, 1264]
district-heading: ମୟୂରଭଞ୍ଜ: [244, 354, 320, 374]
event-item: • ଆଶ୍ୱସ୍ତ ଆରୋଗ୍ୟ ଶିବିର, ସ୍ଥାନ: ରେମୁଣା ସ୍ୱାସ୍ଥ୍ୟ କେନ୍ଦ୍ର, ସମୟ: ସକାଳ ୮ଟା ।: [8, 723, 224, 755]
column-divider: [474, 150, 475, 1184]
zodiac-5-icon: ♌: [1136, 898, 1188, 950]
event-item: • ଅକ୍ଷୟ ବିରୋଧରେ ଧାରଣା, ସ୍ଥାନ: ଜିଲ୍ଲାପାଳ କାର୍ଯ୍ୟାଳୟ ।: [8, 871, 227, 903]
event-item: • ଶିରିଡ଼ି ସାଇ ମନ୍ଦିର ସମିତି ପକ୍ଷରୁ ଭଜନ ସନ୍ଧ୍ୟା, ସ୍ଥାନ: ଶିରିଡ଼ି ସାଇ ମନ୍ଦିର, ସମୟ: ସନ୍ଧ୍ୟା ୬ଟା ୩୦ ।: [952, 282, 1119, 331]
zodiac-name: ସିଂହ: [1130, 868, 1192, 892]
zodiac-sign: [1130, 868, 1470, 1017]
event-item: • ଦିବ୍ୟ ଦେବୀଙ୍କ ସଂଘ ପକ୍ଷରୁ ସର୍ବଧର୍ମ ପ୍ରାର୍ଥନା, ସ୍ଥାନ: ଶିବମନ୍ଦିର, ସମୟ: ସନ୍ଧ୍ୟା ୬ଟା ।: [952, 780, 1115, 829]
zodiac-name: ବିଛା: [1130, 1339, 1192, 1363]
district-heading: ରାଉରକେଲା: [480, 747, 557, 767]
column-divider: [554, 1196, 555, 2306]
district-heading: କେନ୍ଦୁଝର: [244, 186, 303, 206]
zodiac-prediction: ଏକାଧିକ ଗ୍ରହଙ୍କ ପ୍ରଭାବରୁ ବିଭିନ୍ନ ସମସ୍ୟା ମଧ୍ୟରେ ଅଗ୍ରଗତି ହେବ । ଆର୍ଥିକ ଲାଭ ପାଇଁ ଅନ୍ୟମାନଙ୍କ ସାହାଯ୍ୟ ନେବେ । ଭାଗ୍ୟ ଆପଣଙ୍କ ସହାୟ ହେବ । ଶିକ୍ଷାର୍ଥୀଙ୍କ ପାଇଁ ଦିନ ଶୁଭ ।: [1198, 869, 1460, 931]
section-rule: [8, 1190, 1123, 1192]
district-heading: ଗଞ୍ଜାମ: [244, 610, 297, 630]
event-item: • ସ୍ୱଚ୍ଛ ପୂର୍ଣ୍ଣାଙ୍ଗ, ସ୍ଥାନ: ଗାୟତ୍ରୀ ମନ୍ଦିର ପରିସର, ସମୟ: ସକାଳ ୭ଟା ।: [952, 467, 1109, 516]
event-item: • ରାଷ୍ଟ୍ରୀୟ କ୍ରୀଡ଼ା ଦିବସ ପାଳନ, ସ୍ଥାନ: ସ୍ଟାଡ଼ିୟମ, ସମୟ: ସକାଳ ୮ଟା ।: [480, 416, 666, 448]
zodiac-name: ଧନୁ: [1130, 1496, 1192, 1520]
color-bar: [260, 2318, 324, 2332]
article-body: ପୃଷ୍ଠା ୧ ପରେ ଏହି ପ୍ରସଙ୍ଗରେ ବିରୋଧୀ ଦଳ ବିଧାନସଭାରେ ହଙ୍ଗାମା କରିଥିଲେ । ଗୃହର କାର୍ଯ୍ୟ ଆରମ୍ଭ ହେବା ପରେ ପ୍ରଶ୍ନୋତ୍ତର କାଳରେ ବିରୋଧୀ ସଦସ୍ୟମାନେ ବାଚସ୍ପତିଙ୍କ ଆସନ ନିକଟକୁ ଯାଇ ସ୍ଲୋଗାନ ଦେଇଥିଲେ । ଫଳରେ ଗୃହ କାର୍ଯ୍ୟ କିଛି ସମୟ ପାଇଁ ମୁଲତବି ରହିଥିଲା । ସରକାରୀ ପକ୍ଷ ଏହି ଅଭିଯୋଗକୁ ଭିତ୍ତିହୀନ ବୋଲି କହିଛି । ମନ୍ତ୍ରୀ କହିଛନ୍ତି ଯେ ସବୁ ନିଷ୍ପତ୍ତି ନିୟମ ଅନୁଯାୟୀ ନିଆଯାଇଛି ଏବଂ କୌଣସି ଅନିୟମିତତା ହୋଇନାହିଁ । ବିରୋଧୀ ଦଳ ନେତା ଏକ ଉଚ୍ଚସ୍ତରୀୟ ତଦନ୍ତ ଦାବି କରିଛନ୍ତି । ସେ କହିଛନ୍ତି ଯେ ଜନସାଧାରଣଙ୍କ ଟଙ୍କାର ଅପବ୍ୟବହାର ହେଉଛି । କଂଗ୍ରେସ ବିଧାୟକମାନେ ମଧ୍ୟ ଏହି ପ୍ରସଙ୍ଗରେ ସରକାରଙ୍କୁ ଘେରିଥିଲେ । ଅପରାହ୍ନରେ ଗୃହ ପୁଣି ବସିବା ପରେ ଆଲୋଚନା ହୋଇଥିଲା ।: [8, 1720, 271, 1956]
event-item: • ସ୍ୱଚ୍ଛ ପୂର୍ଣ୍ଣାଙ୍ଗ ସଭା, ସ୍ଥାନ: ପାଇକମାଳ, ସମୟ: ସନ୍ଧ୍ୟା ୬ଟା ।: [952, 575, 1121, 607]
district-heading: ଖୋର୍ଦ୍ଧା: [952, 445, 1005, 465]
registration-mark-icon: [90, 2318, 104, 2332]
column-divider: [238, 96, 239, 1184]
event-item: • ପୁରୀଗମନକାରୀ ସରକାରୀ ମହିଳା ମହାବିଦ୍ୟାଳୟରେ ଓଡ଼ିଆ ସାହିତ୍ୟ ସଭା, ସମୟ: ପୂର୍ବାହ୍ନ ୧୧ଟା ।: [716, 188, 906, 237]
district-heading: ନବରଙ୍ଗପୁର: [480, 283, 569, 303]
zodiac-2-icon: ♉: [1136, 427, 1188, 479]
article-body: ମଦ ଭାଟିରେ ଚଢ଼ାଉ କରି ଅବକାରୀ ବିଭାଗ ପକ୍ଷରୁ ବହୁ ପରିମାଣର ଦେଶୀ ମଦ ଜବତ କରାଯାଇଛି । ଏହି ଅଭିଯାନରେ ତିନି ଜଣଙ୍କୁ ଗିରଫ କରାଯାଇଛି । ଅବକାରୀ ଅଧିକାରୀଙ୍କ କହିବା ଅନୁଯାୟୀ ଦୀର୍ଘଦିନ ଧରି ଏହି ଅଞ୍ଚଳରେ ବେଆଇନ ମଦ କାରବାର ଚାଲିଥିବା ଅଭିଯୋଗ ଆସୁଥିଲା । ଗୁପ୍ତ ସୂଚନା ଆଧାରରେ ରାତିରେ ଚଢ଼ାଉ କରାଯାଇଥିଲା । ଜବତ ହୋଇଥିବା ମଦର ମୂଲ୍ୟ ପ୍ରାୟ ଦୁଇ ଲକ୍ଷ ଟଙ୍କା ବୋଲି ଆକଳନ କରାଯାଇଛି । ଅଭିଯୁକ୍ତଙ୍କ ବିରୋଧରେ ମାମଲା ରୁଜୁ କରାଯାଇ କୋର୍ଟ ଚାଲାଣ କରାଯାଇଛି । ଏଭଳି ଅଭିଯାନ ଜାରି ରହିବ ବୋଲି ବିଭାଗ ପକ୍ଷରୁ କୁହାଯାଇଛି ।: [284, 1467, 543, 1652]
article-title: ବିଧାନସଭାରେ ମନମୁଖୀ ...: [8, 1687, 253, 1715]
district-heading: ସୁବର୍ଣ୍ଣପୁର: [480, 653, 554, 673]
